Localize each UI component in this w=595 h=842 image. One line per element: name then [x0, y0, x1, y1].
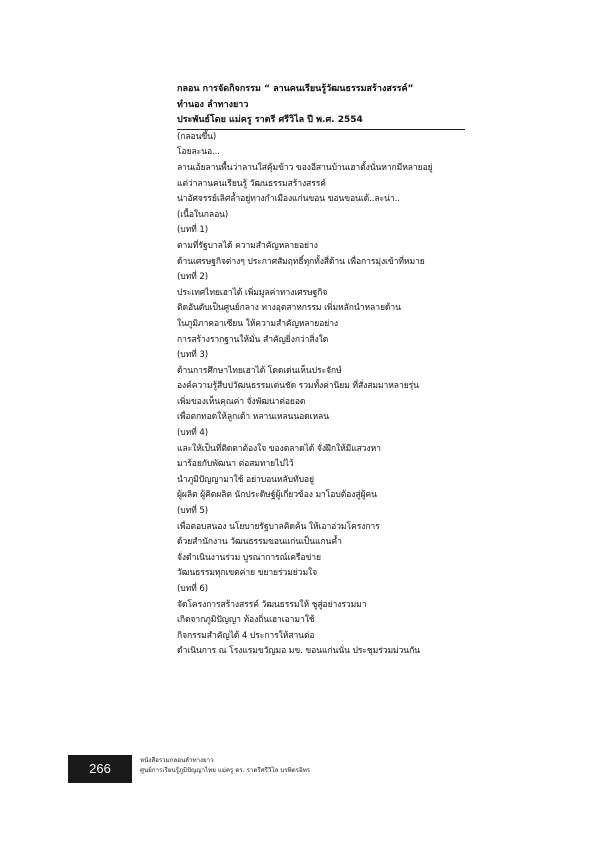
poem-line: ติดอันดับเป็นศูนย์กลาง ทางอุตสาหกรรม เพิ่มหลักนำหลายด้าน — [177, 303, 401, 314]
page-footer — [140, 756, 310, 776]
footer-publisher: ศูนย์การเรียนรู้ภูมิปัญญาไทย แม่ครู ดร. ราตรีศรีวิไล บรพิตรอิทร — [140, 767, 311, 774]
poem-melody: ทำนอง ลำทางยาว — [177, 99, 249, 110]
poem-author: ประพันธ์โดย แม่ครู ราตรี ศรีวิไล ปี พ.ศ. 2554 — [177, 113, 465, 130]
poem-line: องค์ความรู้สืบปวัฒนธรรมเด่นชัด รวมทั้งค่านิยม ที่สั่งสมมาหลายรุ่น — [177, 381, 419, 392]
poem-line: เพื่อตกทอดให้ลูกเต้า หลานเหลนนอดเหลน — [177, 412, 329, 423]
poem-line: (เนื้อในกลอน) — [177, 209, 229, 220]
poem-line: (กลอนขึ้น) — [177, 131, 217, 142]
poem-title: กลอน การจัดกิจกรรม “ ลานคนเรียนรู้วัฒนธรรมสร้างสรรค์” — [177, 84, 414, 94]
poem-line: (บทที่ 6) — [177, 584, 208, 594]
poem-line: นำภูมิปัญญามาใช้ อย่าบอนหลับทับอยู่ — [177, 474, 314, 485]
poem-line: ประเทศไทยเฮาได้ เพิ่มมูลค่าทางเศรษฐกิจ — [177, 287, 328, 298]
poem-line: ดำเนินการ ณ โรงแรมขวัญมอ มข. ขอนแก่นนั่น ประชุมร่วมม่วนกัน — [177, 646, 420, 657]
poem-line: เกิดจากภูมิปัญญา ท้องถิ่นเฮาเอามาใช้ — [177, 615, 315, 626]
poem-line: มาร้อยกับพัฒนา ต่อสมทายไปไว้ — [177, 459, 294, 470]
poem-line: ตามที่รัฐบาลได้ ความสำคัญหลายอย่าง — [177, 240, 318, 251]
poem-line: (บทที่ 2) — [177, 272, 208, 283]
poem-line: เพิ่มของเห็นคุณค่า จั่งพัฒนาต่อยอด — [177, 396, 306, 407]
poem-line: (บทที่ 1) — [177, 225, 208, 236]
poem-body — [177, 82, 517, 660]
poem-line: น่าอัศจรรย์เลิศล้ำอยู่ทางกำเมืองแก่นขอน ขอนขอนเด้..ละน่า.. — [177, 194, 400, 205]
poem-line: ด้วยสำนักงาน วัฒนธรรมขอนแก่นเป็นแกนค้ำ — [177, 537, 342, 548]
poem-line: จั่งดำเนินงานร่วม บูรณาการณ์เครือข่าย — [177, 552, 321, 563]
poem-line: ด้านการศึกษาไทยเฮาได้ โดดเด่นเห็นประจักษ์ — [177, 365, 342, 376]
poem-lines — [177, 130, 517, 660]
poem-line: โอยละนอ... — [177, 147, 220, 158]
poem-line: (บทที่ 3) — [177, 350, 208, 361]
poem-line: วัฒนธรรมทุกเขตค่าย ขยายร่วมย่วมใจ — [177, 568, 318, 579]
poem-line: ผู้ผลิต ผู้คิดผลิต นักประดิษฐ์ผู้เกี่ยวข้อง มาโอบต้องสู่ผู้คน — [177, 490, 377, 501]
poem-line: เพื่อตอบสนอง นโยบายรัฐบาลคิดค้น ให้เอาอ่วมโครงการ — [177, 521, 380, 532]
poem-line: ในภูมิภาคอาเซียน ให้ความสำคัญหลายอย่าง — [177, 318, 339, 329]
poem-line: การสร้างรากฐานให้มั่น สำคัญยิ่งกว่าสิ่งใด — [177, 334, 329, 345]
poem-line: และให้เป็นที่ติดตาต้องใจ ของตลาดได้ จั่งฝึกให้มีแสวงหา — [177, 443, 381, 454]
footer-book-title: หนังสือรวมกลอนลำทางยาว — [140, 757, 214, 764]
poem-line: (บทที่ 4) — [177, 428, 208, 439]
poem-line: กิจกรรมสำคัญได้ 4 ประการให้สานต่อ — [177, 630, 315, 641]
poem-line: (บทที่ 5) — [177, 506, 208, 517]
page-number: 266 — [68, 755, 132, 783]
poem-line: จัดโครงการสร้างสรรค์ วัฒนธรรมให้ ชูสู่อย่างรวมมา — [177, 599, 367, 610]
poem-line: แต่ว่าลานคนเรียนรู้ วัฒนธรรมสร้างสรรค์ — [177, 178, 326, 189]
poem-line: ลานเอ้ยลานพื้นว่าลานใส่คุ้มข้าว ของอีสานบ้านเฮาตั้งนั่นหากมีหลายอยู่ — [177, 162, 433, 173]
poem-line: ด้านเศรษฐกิจต่างๆ ประกาศสัมฤทธิ์ทุกทั้งสี่ด้าน เพื่อการมุ่งเข้าที่หมาย — [177, 256, 425, 267]
